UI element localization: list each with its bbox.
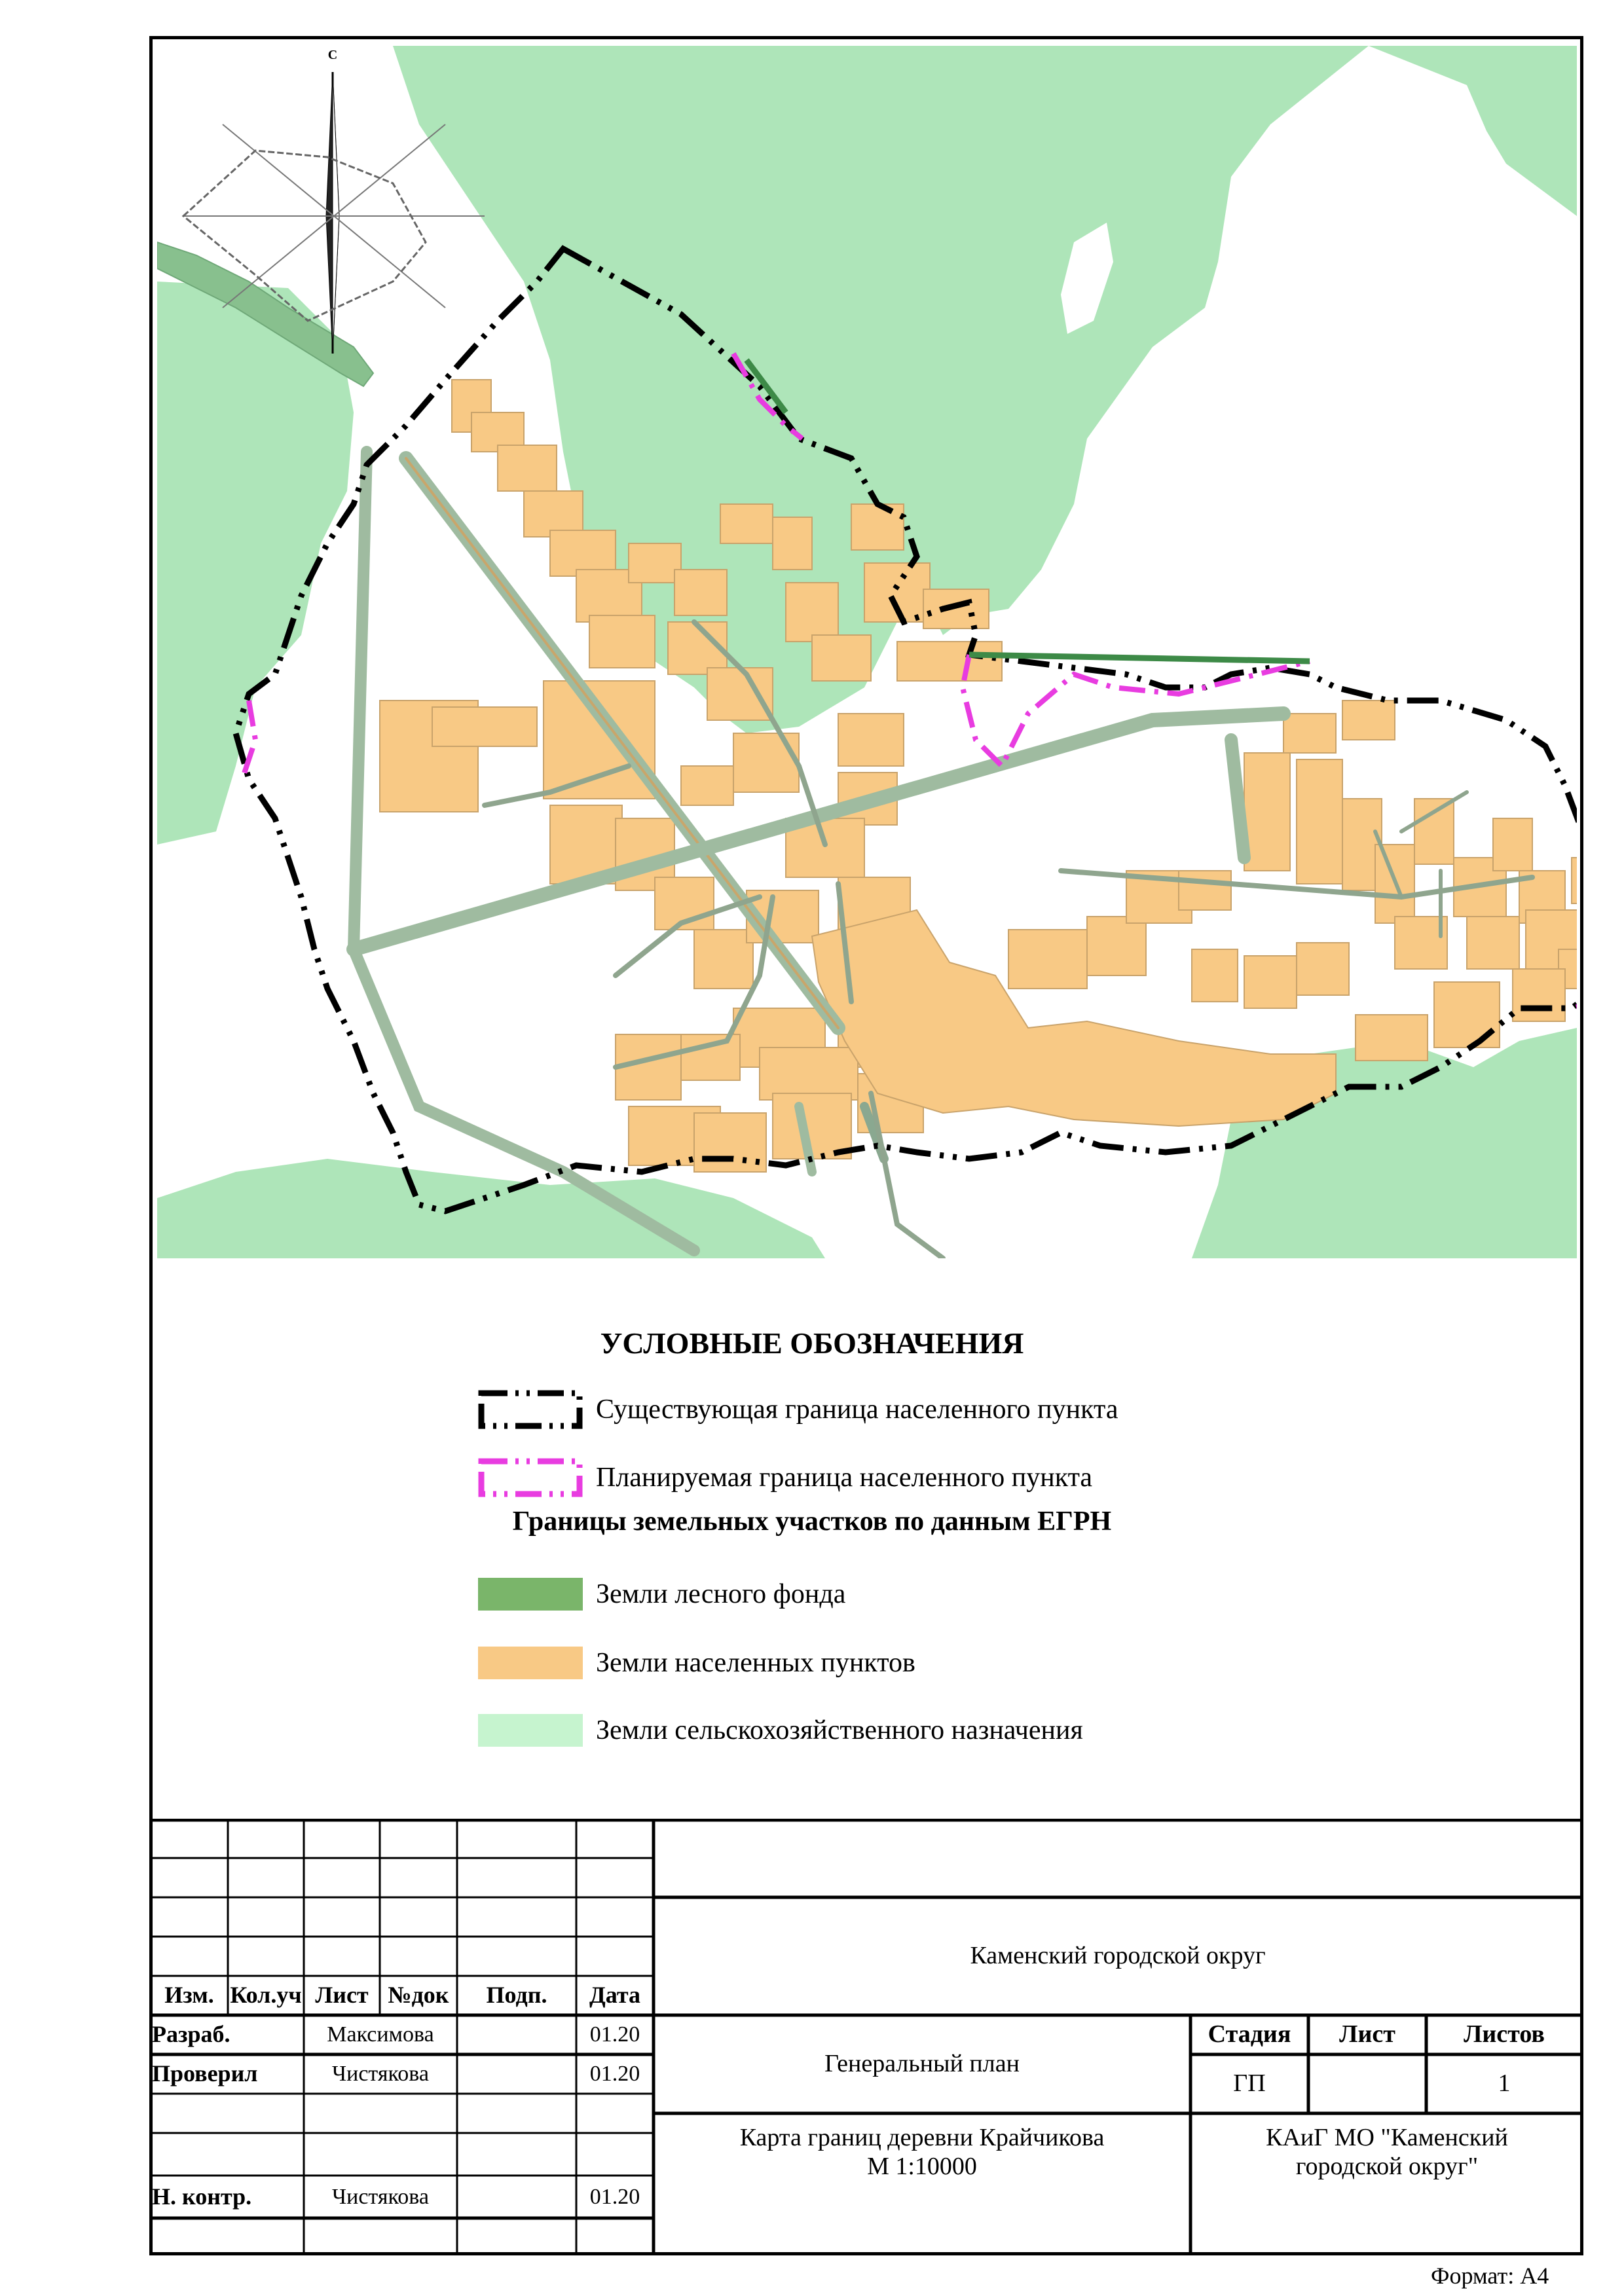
agricultural-swatch [478, 1711, 583, 1750]
legend-item-agricultural [478, 1707, 1083, 1753]
legend-label-existing-boundary: Существующая граница населенного пункта [596, 1394, 1118, 1425]
stamp-header-sign: Подп. [486, 1982, 547, 2009]
title-block [149, 1819, 1583, 2255]
format-label: Формат: А4 [1431, 2263, 1549, 2289]
stamp-role-norm-control: Н. контр. [152, 2183, 252, 2210]
stamp-name-developer: Максимова [327, 2022, 434, 2047]
legend-label-planned-boundary: Планируемая граница населенного пункта [596, 1463, 1093, 1493]
existing-boundary-swatch [478, 1390, 583, 1429]
legend-title: УСЛОВНЫЕ ОБОЗНАЧЕНИЯ [600, 1326, 1024, 1360]
legend-egrn-heading: Границы земельных участков по данным ЕГРН [512, 1506, 1112, 1537]
stamp-date-developer: 01.20 [589, 2022, 640, 2047]
stamp-role-developer: Разраб. [152, 2021, 231, 2048]
stamp-sheets-header: Листов [1464, 2020, 1545, 2049]
map-svg [157, 46, 1577, 1258]
stamp-stage-value: ГП [1233, 2069, 1266, 2098]
stamp-header-qty: Кол.уч [230, 1982, 302, 2009]
stamp-map-title: Карта границ деревни Крайчикова [739, 2124, 1105, 2152]
north-label: С [327, 48, 338, 62]
legend-item-forest [478, 1571, 845, 1617]
map-canvas [157, 46, 1577, 1258]
stamp-sheets-value: 1 [1498, 2069, 1511, 2098]
stamp-map-title-block [654, 2113, 1190, 2192]
stamp-district: Каменский городской округ [970, 1942, 1266, 1970]
planned-boundary-swatch [478, 1458, 583, 1497]
stamp-header-date: Дата [589, 1982, 640, 2009]
legend-item-planned-boundary [478, 1455, 1092, 1501]
stamp-name-checker: Чистякова [332, 2062, 429, 2086]
legend-label-agricultural: Земли сельскохозяйственного назначения [596, 1715, 1083, 1745]
legend-item-settlement [478, 1640, 915, 1686]
stamp-stage-header: Стадия [1208, 2020, 1291, 2049]
stamp-project: Генеральный план [824, 2050, 1020, 2078]
stamp-sheet-header: Лист [1339, 2020, 1395, 2049]
settlement-swatch [478, 1643, 583, 1683]
stamp-date-norm-control: 01.20 [589, 2184, 640, 2209]
stamp-header-change: Изм. [164, 1982, 214, 2009]
stamp-name-norm-control: Чистякова [332, 2184, 429, 2209]
stamp-header-doc: №док [388, 1982, 449, 2009]
stamp-map-scale: М 1:10000 [867, 2153, 977, 2180]
stamp-organization: КАиГ МО "Каменский городской округ" [1266, 2124, 1508, 2180]
forest-swatch [478, 1575, 583, 1614]
stamp-role-checker: Проверил [152, 2060, 258, 2087]
legend-item-existing-boundary [478, 1387, 1118, 1432]
legend-label-settlement: Земли населенных пунктов [596, 1648, 915, 1678]
stamp-header-sheet: Лист [315, 1982, 369, 2009]
stamp-date-checker: 01.20 [589, 2062, 640, 2086]
legend-label-forest: Земли лесного фонда [596, 1579, 846, 1609]
